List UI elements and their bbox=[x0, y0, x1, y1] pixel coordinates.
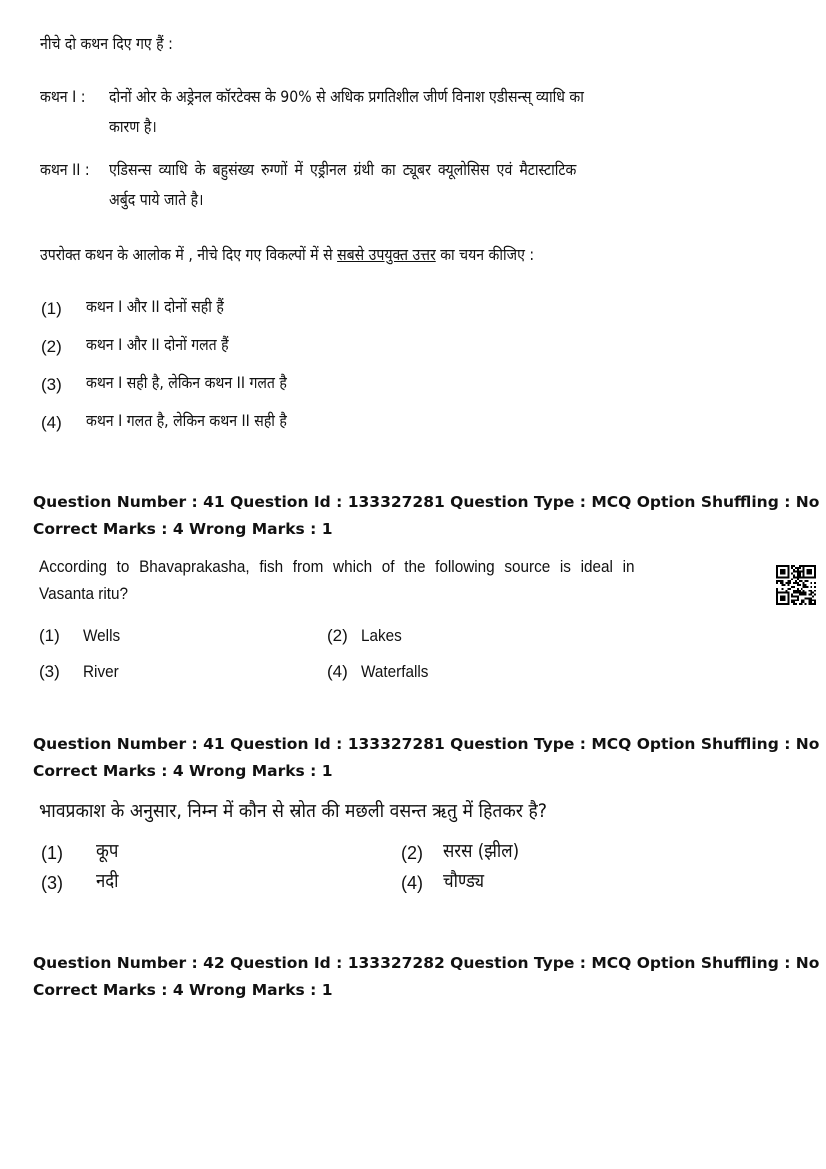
instruction-emphasis: सबसे उपयुक्त उत्तर bbox=[337, 245, 436, 264]
statement1-line2: कारण है। bbox=[109, 117, 157, 136]
option-text: River bbox=[83, 662, 119, 681]
question-header: Question Number : 41 Question Id : 133327281 Question Type : MCQ Option Shuffling : No bbox=[33, 735, 820, 753]
option-number: (1) bbox=[41, 843, 63, 863]
option-number: (3) bbox=[41, 873, 63, 893]
statement2-label: कथन II : bbox=[40, 160, 90, 179]
marks-header: Correct Marks : 4 Wrong Marks : 1 bbox=[33, 520, 333, 538]
option-text: चौण्ड्य bbox=[443, 870, 485, 892]
intro-text: नीचे दो कथन दिए गए हैं : bbox=[40, 34, 173, 53]
marks-header: Correct Marks : 4 Wrong Marks : 1 bbox=[33, 981, 333, 999]
statement1-label: कथन I : bbox=[40, 87, 86, 106]
option-text: Lakes bbox=[361, 626, 402, 645]
option-number: (2) bbox=[41, 337, 62, 356]
question-text-line2: Vasanta ritu? bbox=[39, 584, 129, 603]
instruction-post: का चयन कीजिए : bbox=[435, 245, 535, 264]
option-number: (4) bbox=[41, 413, 62, 432]
statement2-line2: अर्बुद पाये जाते है। bbox=[109, 190, 204, 209]
option-text: Waterfalls bbox=[361, 662, 429, 681]
option-number: (4) bbox=[327, 662, 348, 681]
question-header: Question Number : 41 Question Id : 133327281 Question Type : MCQ Option Shuffling : No bbox=[33, 493, 820, 511]
option-text: कूप bbox=[96, 840, 119, 862]
option-text: कथन I सही है, लेकिन कथन II गलत है bbox=[86, 373, 287, 392]
marks-header: Correct Marks : 4 Wrong Marks : 1 bbox=[33, 762, 333, 780]
statement2-line1: एडिसन्स व्याधि के बहुसंख्य रुग्णों में एड्रीनल ग्रंथी का ट्यूबर क्यूलोसिस एवं मैटास्टाटिक bbox=[109, 160, 577, 179]
option-text: कथन I और II दोनों गलत हैं bbox=[86, 335, 229, 354]
instruction-pre: उपरोक्त कथन के आलोक में , नीचे दिए गए विकल्पों में से bbox=[40, 245, 338, 264]
question-text: भावप्रकाश के अनुसार, निम्न में कौन से स्रोत की मछली वसन्त ऋतु में हितकर है? bbox=[39, 800, 548, 822]
option-text: सरस (झील) bbox=[443, 840, 520, 862]
option-number: (2) bbox=[327, 626, 348, 645]
option-number: (3) bbox=[41, 375, 62, 394]
option-text: कथन I और II दोनों सही हैं bbox=[86, 297, 224, 316]
qr-code-icon bbox=[776, 565, 816, 605]
option-text: कथन I गलत है, लेकिन कथन II सही है bbox=[86, 411, 287, 430]
question-text-line1: According to Bhavaprakasha, fish from which of the following source is ideal in bbox=[39, 557, 635, 576]
option-number: (3) bbox=[39, 662, 60, 681]
option-number: (1) bbox=[39, 626, 60, 645]
option-text: नदी bbox=[96, 870, 119, 892]
option-text: Wells bbox=[83, 626, 121, 645]
question-header: Question Number : 42 Question Id : 133327282 Question Type : MCQ Option Shuffling : No bbox=[33, 954, 820, 972]
option-number: (1) bbox=[41, 299, 62, 318]
statement1-line1: दोनों ओर के अड्रेनल कॉरटेक्स के 90% से अधिक प्रगतिशील जीर्ण विनाश एडीसन्स् व्याधि का bbox=[109, 87, 584, 106]
instruction-text bbox=[40, 247, 534, 263]
option-number: (2) bbox=[401, 843, 423, 863]
option-number: (4) bbox=[401, 873, 423, 893]
